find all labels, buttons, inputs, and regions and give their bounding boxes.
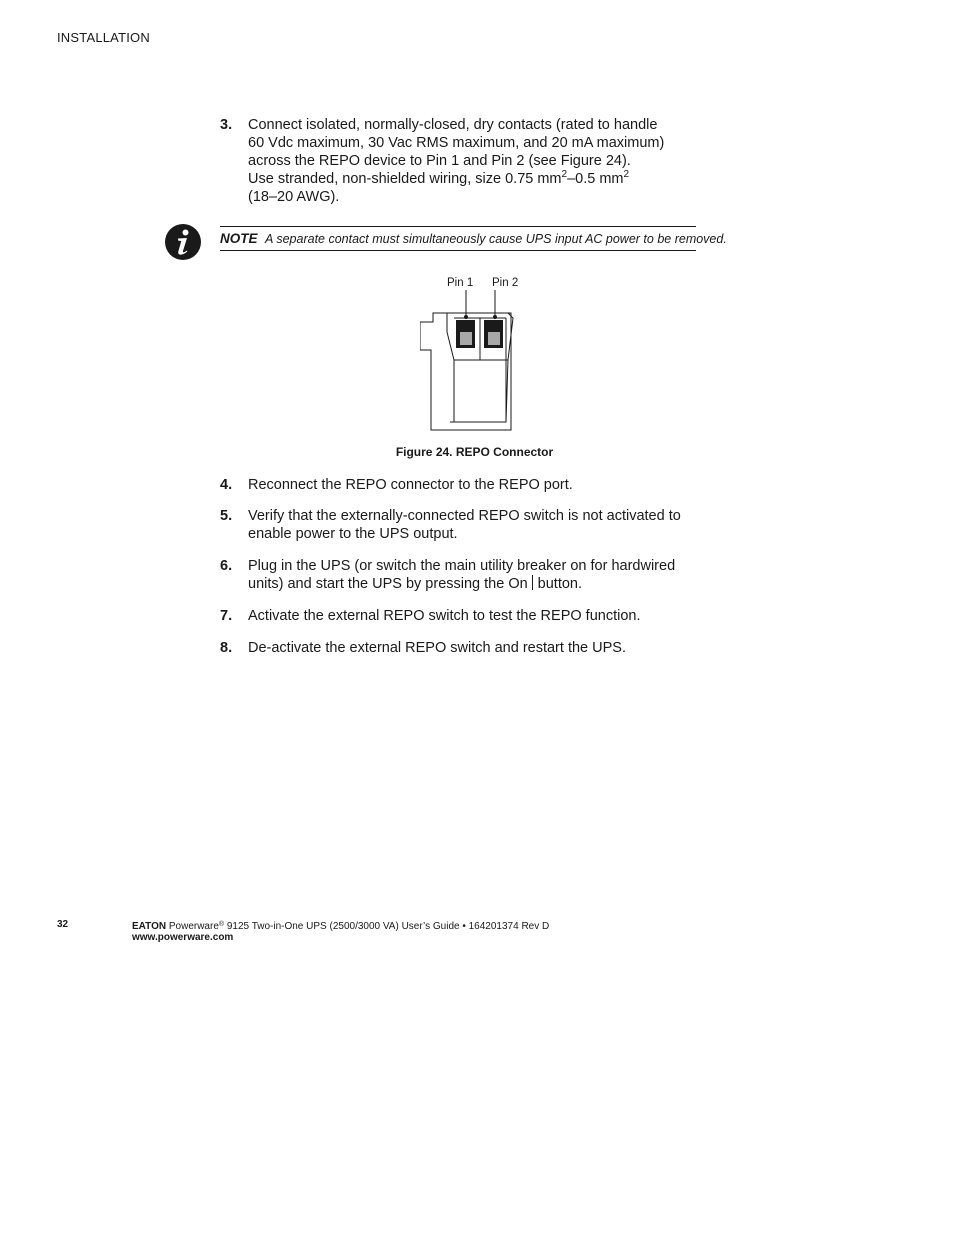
- document-title: 9125 Two-in-One UPS (2500/3000 VA) User’s Guide • 164201374 Rev D: [226, 921, 550, 932]
- step-line: across the REPO device to Pin 1 and Pin 2 (see Figure 24).: [248, 153, 631, 169]
- step-number: 7.: [220, 608, 233, 624]
- section-header: INSTALLATION: [57, 30, 150, 45]
- wiring-mid: –0.5 mm: [567, 171, 624, 187]
- superscript: 2: [623, 169, 630, 180]
- note-label: NOTE: [220, 231, 258, 246]
- step-3: [220, 116, 710, 206]
- step-line: (18–20 AWG).: [248, 189, 340, 205]
- step-number: 6.: [220, 558, 233, 574]
- step-text-before: Plug in the UPS (or switch the main utility breaker on for hardwired units) and start the UPS by pressing the On: [248, 558, 676, 592]
- step-8: [220, 639, 710, 657]
- footer-meta: [132, 919, 732, 943]
- website-link[interactable]: www.powerware.com: [132, 932, 234, 943]
- step-text-after: button.: [537, 576, 583, 592]
- page-number: 32: [57, 919, 69, 930]
- step-number: 5.: [220, 508, 233, 524]
- pin1-label: Pin 1: [447, 277, 474, 289]
- step-number: 3.: [220, 117, 233, 133]
- figure-caption: Figure 24. REPO Connector: [395, 445, 554, 459]
- registered-mark: ®: [218, 921, 225, 928]
- product-name: Powerware: [168, 921, 219, 932]
- step-4: [220, 476, 710, 494]
- note-box: [220, 226, 727, 251]
- wiring-prefix: Use stranded, non-shielded wiring, size 0.75 mm: [248, 171, 562, 187]
- wiring-line: [248, 170, 710, 188]
- brand-name: EATON: [132, 921, 167, 932]
- step-6: [220, 557, 710, 593]
- step-text: De-activate the external REPO switch and restart the UPS.: [248, 640, 626, 656]
- note-text: A separate contact must simultaneously cause UPS input AC power to be removed.: [265, 232, 727, 246]
- superscript: 2: [561, 169, 568, 180]
- on-button-symbol: [532, 575, 533, 590]
- step-text: Verify that the externally-connected REPO switch is not activated to enable power to the UPS output.: [248, 508, 681, 542]
- step-text: [248, 116, 710, 206]
- step-line: Connect isolated, normally-closed, dry contacts (rated to handle: [248, 117, 658, 133]
- step-7: [220, 607, 710, 625]
- step-number: 4.: [220, 477, 233, 493]
- repo-connector-diagram: [420, 270, 530, 440]
- step-text: Activate the external REPO switch to test the REPO function.: [248, 608, 641, 624]
- step-line: 60 Vdc maximum, 30 Vac RMS maximum, and 20 mA maximum): [248, 135, 665, 151]
- step-text: Reconnect the REPO connector to the REPO port.: [248, 477, 573, 493]
- step-number: 8.: [220, 640, 233, 656]
- pin2-label: Pin 2: [492, 277, 519, 289]
- step-5: [220, 507, 710, 543]
- info-icon: [164, 223, 202, 261]
- step-text: [248, 557, 698, 593]
